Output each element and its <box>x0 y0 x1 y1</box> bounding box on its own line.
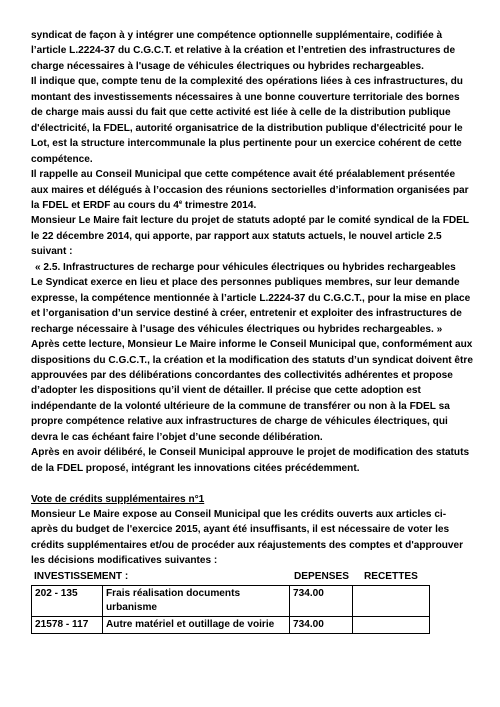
paragraph-article-body: Le Syndicat exerce en lieu et place des personnes publiques membres, sur leur demande expresse, la compétence mentionnée à l’article L.2224-37 du C.G.C.T., pour la mise en place et l’organisation d’un service destiné à créer, entretenir et exploiter des infrastructures de recharge nécessaire à l’usage des véhicules électriques ou hybrides rechargeables. » <box>31 277 471 335</box>
section-paragraph: Monsieur Le Maire expose au Conseil Municipal que les crédits ouverts aux articles ci-après du budget de l'exercice 2015, ayant été insuffisants, il est nécessaire de voter les crédits supplémentaires et/ou de procéder aux réajustements des comptes et d'approuver les décisions modificatives suivantes : <box>31 509 464 567</box>
paragraph-statutes-reading: Monsieur Le Maire fait lecture du projet de statuts adopté par le comité syndical de la FDEL le 22 décembre 2014, qui apporte, par rapport aux statuts actuels, le nouvel article 2.5 suivant : <box>31 215 469 258</box>
row-recettes <box>353 617 430 634</box>
reminder-tail: trimestre 2014. <box>182 199 257 211</box>
paragraph-reminder <box>31 167 473 213</box>
row-depenses: 734.00 <box>290 617 353 634</box>
row-label: Frais réalisation documents urbanisme <box>103 586 290 617</box>
paragraph-article-title: « 2.5. Infrastructures de recharge pour véhicules électriques ou hybrides rechargeables <box>35 261 456 273</box>
row-depenses: 734.00 <box>290 586 353 617</box>
paragraph-complexity: Il indique que, compte tenu de la complexité des opérations liées à ces infrastructures, du montant des investissements nécessaires à une bonne couverture territoriale des bornes de charge mais aussi du fait que cette activité est liée à celle de la distribution publique d'électricité, la FDEL, autorité organisatrice de la distribution publique d'électricité pour le Lot, est la structure intercommunale la plus pertinente pour un exercice cohérent de cette compétence. <box>31 76 463 165</box>
budget-table-header <box>31 569 473 584</box>
table-row <box>32 586 430 617</box>
header-investissement: INVESTISSEMENT : <box>34 570 129 582</box>
row-recettes <box>353 586 430 617</box>
ordinal-suffix: e <box>178 199 183 206</box>
section-title: Vote de crédits supplémentaires n°1 <box>31 493 205 505</box>
header-recettes: RECETTES <box>364 570 418 582</box>
paragraph-intro: syndicat de façon à y intégrer une compétence optionnelle supplémentaire, codifiée à l’article L.2224-37 du C.G.C.T. et relative à la création et l’entretien des infrastructures de charge nécessaires à l'usage de véhicules électriques ou hybrides rechargeables. <box>31 30 456 72</box>
spacer <box>31 476 473 491</box>
paragraph-procedure: Après cette lecture, Monsieur Le Maire informe le Conseil Municipal que, conformément aux dispositions du C.G.C.T., la création et la modification des statuts d’un syndicat doivent être approuvées par des délibérations concordantes des collectivités adhérentes et propose d’adopter les dispositions qu’il vient de détailler. Il précise que cette adoption est indépendante de la volonté ultérieure de la commune de transférer ou non à la FDEL sa propre compétence relative aux infrastructures de charge de véhicules électriques, qui devra le cas échéant faire l’objet d’une seconde délibération. <box>31 339 473 443</box>
reminder-text: Il rappelle au Conseil Municipal que cette compétence avait été préalablement présentée aux maires et délégués à l’occasion des réunions sectorielles d’information organisées par la FDEL et ERDF au cours du 4 <box>31 169 469 211</box>
table-row <box>32 617 430 634</box>
paragraph-decision: Après en avoir délibéré, le Conseil Municipal approuve le projet de modification des statuts de la FDEL proposé, intégrant les innovations citées précédemment. <box>31 447 470 474</box>
row-label: Autre matériel et outillage de voirie <box>103 617 290 634</box>
row-code: 202 - 135 <box>32 586 103 617</box>
budget-table <box>31 585 430 634</box>
header-depenses: DEPENSES <box>294 570 349 582</box>
document-page <box>31 28 473 634</box>
row-code: 21578 - 117 <box>32 617 103 634</box>
